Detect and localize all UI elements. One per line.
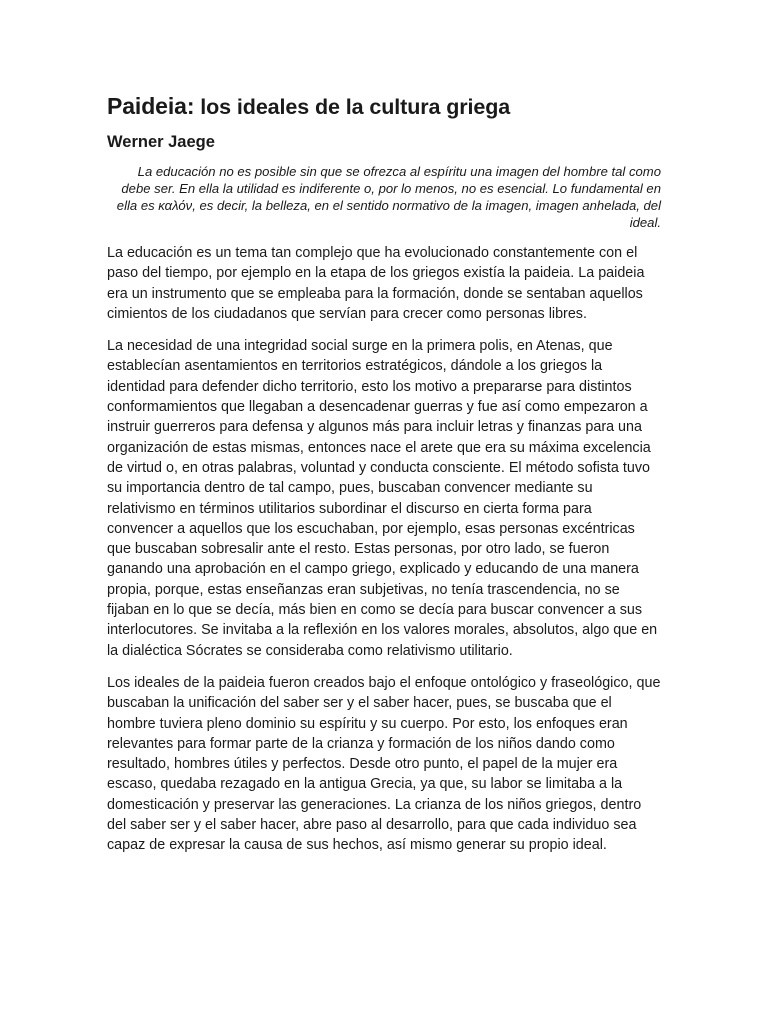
document-title-rest: los ideales de la cultura griega bbox=[194, 95, 511, 119]
body-paragraph-2: La necesidad de una integridad social surge en la primera polis, en Atenas, que establecían asentamientos en territorios estratégicos, dándole a los griegos la identidad para defender dicho territorio, esto los motivo a prepararse para distintos conformamientos que llegaban a desencadenar guerras y fue así como empezaron a instruir guerreros para defensa y algunos más para incluir letras y finanzas para una organización de estas mismas, entonces nace el arete que era su máxima excelencia de virtud o, en otras palabras, voluntad y conducta consciente. El método sofista tuvo su importancia dentro de tal campo, pues, buscaban convencer mediante su relativismo en términos utilitarios subordinar el discurso en cierta forma para convencer a aquellos que los escuchaban, por ejemplo, esas personas excéntricas que buscaban sobresalir ante el resto. Estas personas, por otro lado, se fueron ganando una aprobación en el campo griego, explicado y educando de una manera propia, porque, estas enseñanzas eran subjetivas, no tenía trascendencia, no se fijaban en lo que se decía, más bien en como se decía para buscar convencer a sus interlocutores. Se invitaba a la reflexión en los valores morales, absolutos, algo que en la dialéctica Sócrates se consideraba como relativismo utilitario. bbox=[107, 338, 658, 659]
document-title bbox=[107, 92, 661, 121]
body-paragraph-3: Los ideales de la paideia fueron creados bajo el enfoque ontológico y fraseológico, que buscaban la unificación del saber ser y el saber hacer, pues, se buscaba que el hombre tuviera pleno dominio su espíritu y su cuerpo. Por esto, los enfoques eran relevantes para formar parte de la crianza y formación de los niños dando como resultado, hombres útiles y perfectos. Desde otro punto, el papel de la mujer era escaso, quedaba rezagado en la antigua Grecia, ya que, su labor se limitaba a la domesticación y preservar las generaciones. La crianza de los niños griegos, dentro del saber ser y el saber hacer, abre paso al desarrollo, para que cada individuo sea capaz de expresar la causa de sus hechos, así mismo generar su propio ideal. bbox=[107, 674, 661, 854]
document-author: Werner Jaege bbox=[107, 133, 215, 151]
document-title-lead: Paideia: bbox=[107, 93, 195, 119]
body-paragraph-1: La educación es un tema tan complejo que ha evolucionado constantemente con el paso del tiempo, por ejemplo en la etapa de los griegos existía la paideia. La paideia era un instrumento que se empleaba para la formación, donde se sentaban aquellos cimientos de los ciudadanos que servían para crecer como personas libres. bbox=[107, 245, 645, 322]
epigraph-quote: La educación no es posible sin que se ofrezca al espíritu una imagen del hombre tal como debe ser. En ella la utilidad es indiferente o, por lo menos, no es esencial. Lo fundamental en ella es καλόν, es decir, la belleza, en el sentido normativo de la imagen, imagen anhelada, del ideal. bbox=[116, 164, 661, 230]
document-page bbox=[107, 92, 661, 856]
